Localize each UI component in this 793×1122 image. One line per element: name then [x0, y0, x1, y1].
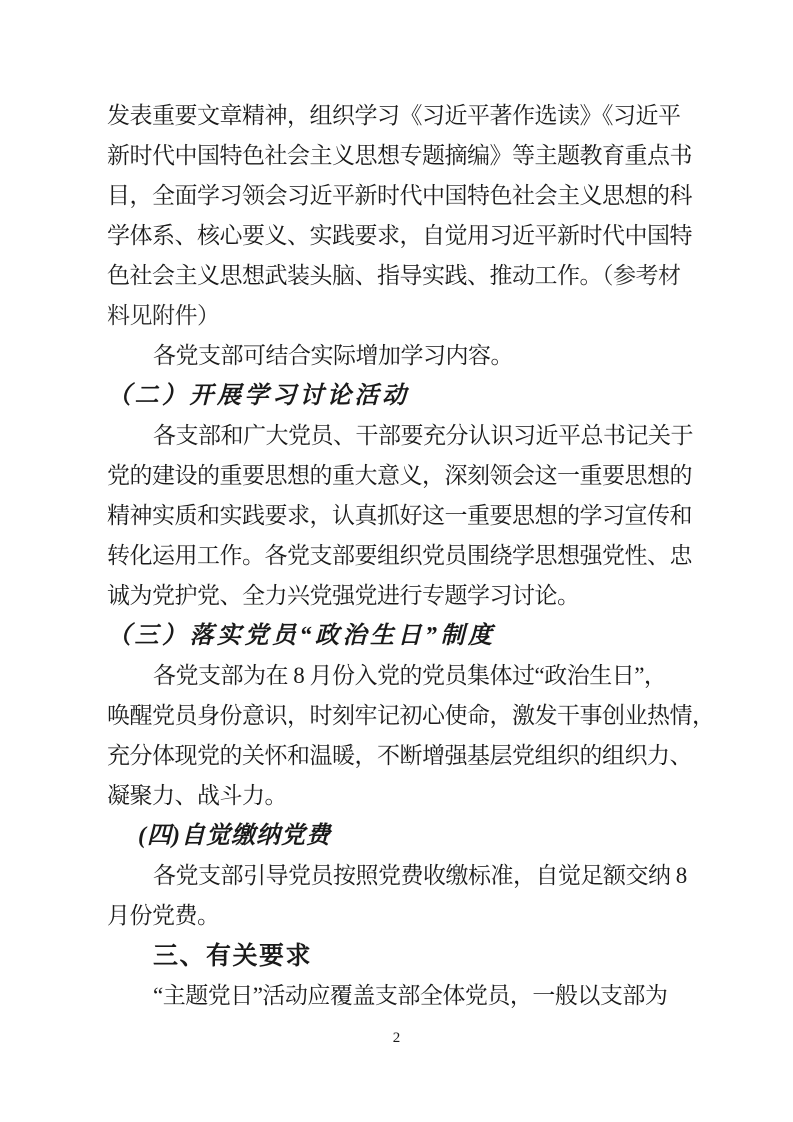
text-line [107, 936, 693, 976]
text-line [107, 456, 693, 496]
text-run: 目，全面学习领会习近平新时代中国特色社会主义思想的科 [107, 183, 692, 208]
text-line [107, 856, 693, 896]
text-run: 发表重要文章精神，组织学习《习近平著作选读》《习近平 [107, 103, 681, 128]
text-line [107, 696, 715, 736]
text-line [107, 656, 693, 696]
paragraph-study-materials [107, 96, 693, 336]
text-run: 月份党费。 [107, 903, 220, 928]
text-run: 唤醒党员身份意识，时刻牢记初心使命，激发干事创业热情， [107, 703, 715, 728]
text-run: （三）落实党员“政治生日”制度 [107, 623, 496, 649]
text-line [107, 96, 693, 136]
text-line [107, 976, 693, 1016]
text-run: 精神实质和实践要求，认真抓好这一重要思想的学习宣传和 [107, 503, 692, 528]
text-run: 各党支部引导党员按照党费收缴标准，自觉足额交纳 8 [153, 863, 687, 888]
page-number: 2 [392, 1030, 401, 1046]
text-line [107, 496, 693, 536]
text-line [107, 736, 693, 776]
paragraph-requirements [107, 976, 693, 1016]
text-line [107, 336, 693, 376]
reference-note-text: （参考材 [602, 263, 681, 289]
text-line [107, 536, 693, 576]
paragraph-discussion-activity [107, 416, 693, 616]
text-run: （二）开展学习讨论活动 [107, 383, 410, 409]
text-line [107, 616, 693, 656]
heading-section-2-discussion [107, 376, 693, 416]
text-line [107, 896, 693, 936]
text-line [107, 576, 693, 616]
paragraph-party-fee [107, 856, 693, 936]
text-line [107, 416, 693, 456]
text-run: 三、有关要求 [153, 942, 313, 970]
text-run: 新时代中国特色社会主义思想专题摘编》等主题教育重点书 [107, 143, 692, 168]
text-run: 转化运用工作。各党支部要组织党员围绕学思想强党性、忠 [107, 543, 692, 568]
text-run: 党的建设的重要思想的重大意义，深刻领会这一重要思想的 [107, 463, 692, 488]
text-line [107, 296, 693, 336]
text-run: 各党支部为在 8 月份入党的党员集体过“政治生日”， [153, 663, 667, 688]
heading-requirements [107, 936, 693, 976]
text-line [107, 176, 693, 216]
paragraph-political-birthday [107, 656, 715, 816]
text-line [107, 776, 693, 816]
text-run: “主题党日”活动应覆盖支部全体党员，一般以支部为 [153, 983, 668, 1008]
text-run: 各党支部可结合实际增加学习内容。 [153, 343, 513, 368]
text-run: 充分体现党的关怀和温暖，不断增强基层党组织的组织力、 [107, 743, 692, 768]
text-line [107, 256, 693, 296]
text-line [107, 816, 693, 856]
reference-note-text: 料见附件） [107, 303, 220, 329]
text-line [107, 216, 693, 256]
text-run: (四)自觉缴纳党费 [138, 823, 331, 849]
text-line [107, 376, 693, 416]
text-run: 各支部和广大党员、干部要充分认识习近平总书记关于 [153, 423, 693, 448]
text-run: 凝聚力、战斗力。 [107, 783, 287, 808]
heading-section-3-political-birthday [107, 616, 693, 656]
heading-section-4-party-fee [107, 816, 693, 856]
document-body [107, 96, 715, 1016]
paragraph-add-learning-content [107, 336, 693, 376]
text-run: 色社会主义思想武装头脑、指导实践、推动工作。 [107, 263, 602, 288]
text-run: 诚为党护党、全力兴党强党进行专题学习讨论。 [107, 583, 580, 608]
text-line [107, 136, 693, 176]
text-run: 学体系、核心要义、实践要求，自觉用习近平新时代中国特 [107, 223, 692, 248]
